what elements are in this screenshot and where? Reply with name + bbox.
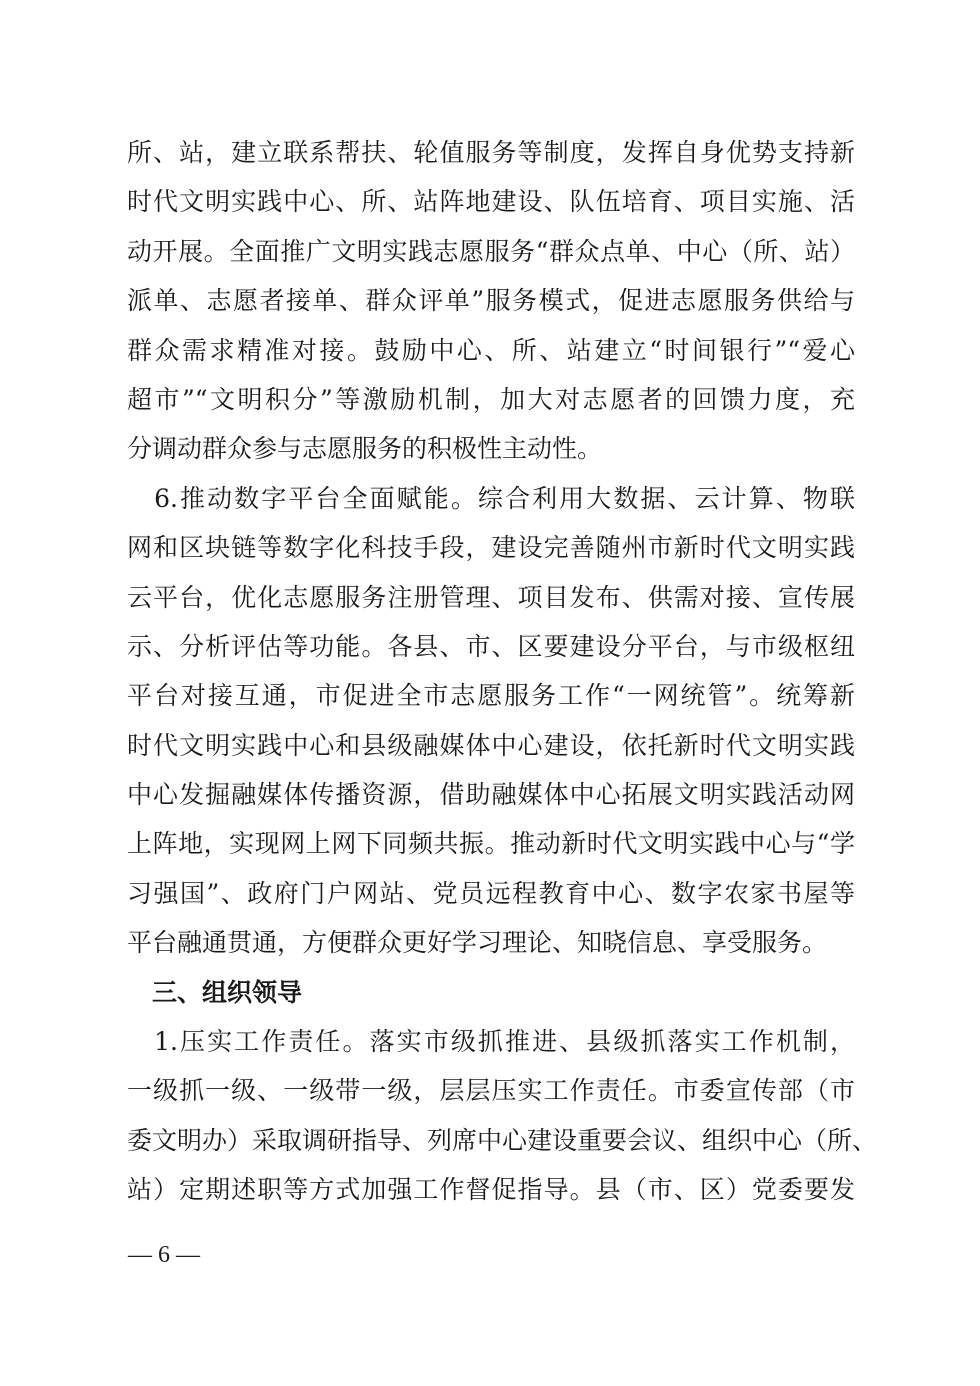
text-line: 示、分析评估等功能。各县、市、区要建设分平台，与市级枢纽 [127, 631, 855, 661]
text-line: 群众需求精准对接。鼓励中心、所、站建立“时间银行”“爱心 [127, 335, 855, 365]
text-line: 云平台，优化志愿服务注册管理、项目发布、供需对接、宣传展 [127, 582, 855, 612]
text-line: 上阵地，实现网上网下同频共振。推动新时代文明实践中心与“学 [127, 829, 855, 859]
text-line: 派单、志愿者接单、群众评单”服务模式，促进志愿服务供给与 [127, 286, 855, 316]
text-line: 中心发掘融媒体传播资源，借助融媒体中心拓展文明实践活动网 [127, 780, 855, 810]
text-line: 时代文明实践中心和县级融媒体中心建设，依托新时代文明实践 [127, 730, 855, 760]
text-line: 动开展。全面推广文明实践志愿服务“群众点单、中心（所、站） [127, 236, 855, 266]
text-line: 习强国”、政府门户网站、党员远程教育中心、数字农家书屋等 [127, 878, 855, 908]
text-line: 时代文明实践中心、所、站阵地建设、队伍培育、项目实施、活 [127, 187, 855, 217]
text-line: 1.压实工作责任。落实市级抓推进、县级抓落实工作机制， [127, 1027, 855, 1057]
text-line: 6.推动数字平台全面赋能。综合利用大数据、云计算、物联 [127, 483, 855, 513]
text-line: 委文明办）采取调研指导、列席中心建设重要会议、组织中心（所、 [127, 1125, 878, 1155]
text-line: 所、站，建立联系帮扶、轮值服务等制度，发挥自身优势支持新 [127, 138, 855, 167]
text-line: 分调动群众参与志愿服务的积极性主动性。 [127, 434, 603, 464]
text-line: 一级抓一级、一级带一级，层层压实工作责任。市委宣传部（市 [127, 1076, 855, 1106]
text-line: 平台融通贯通，方便群众更好学习理论、知晓信息、享受服务。 [127, 928, 828, 958]
text-line: 网和区块链等数字化科技手段，建设完善随州市新时代文明实践 [127, 533, 855, 563]
text-line: 站）定期述职等方式加强工作督促指导。县（市、区）党委要发 [127, 1175, 855, 1205]
text-line: 平台对接互通，市促进全市志愿服务工作“一网统管”。统筹新 [127, 681, 855, 711]
text-line: 超市”“文明积分”等激励机制，加大对志愿者的回馈力度，充 [127, 384, 855, 414]
document-body [127, 128, 878, 1215]
page-number: — 6 — [128, 1242, 200, 1268]
section-heading: 三、组织领导 [127, 977, 303, 1007]
